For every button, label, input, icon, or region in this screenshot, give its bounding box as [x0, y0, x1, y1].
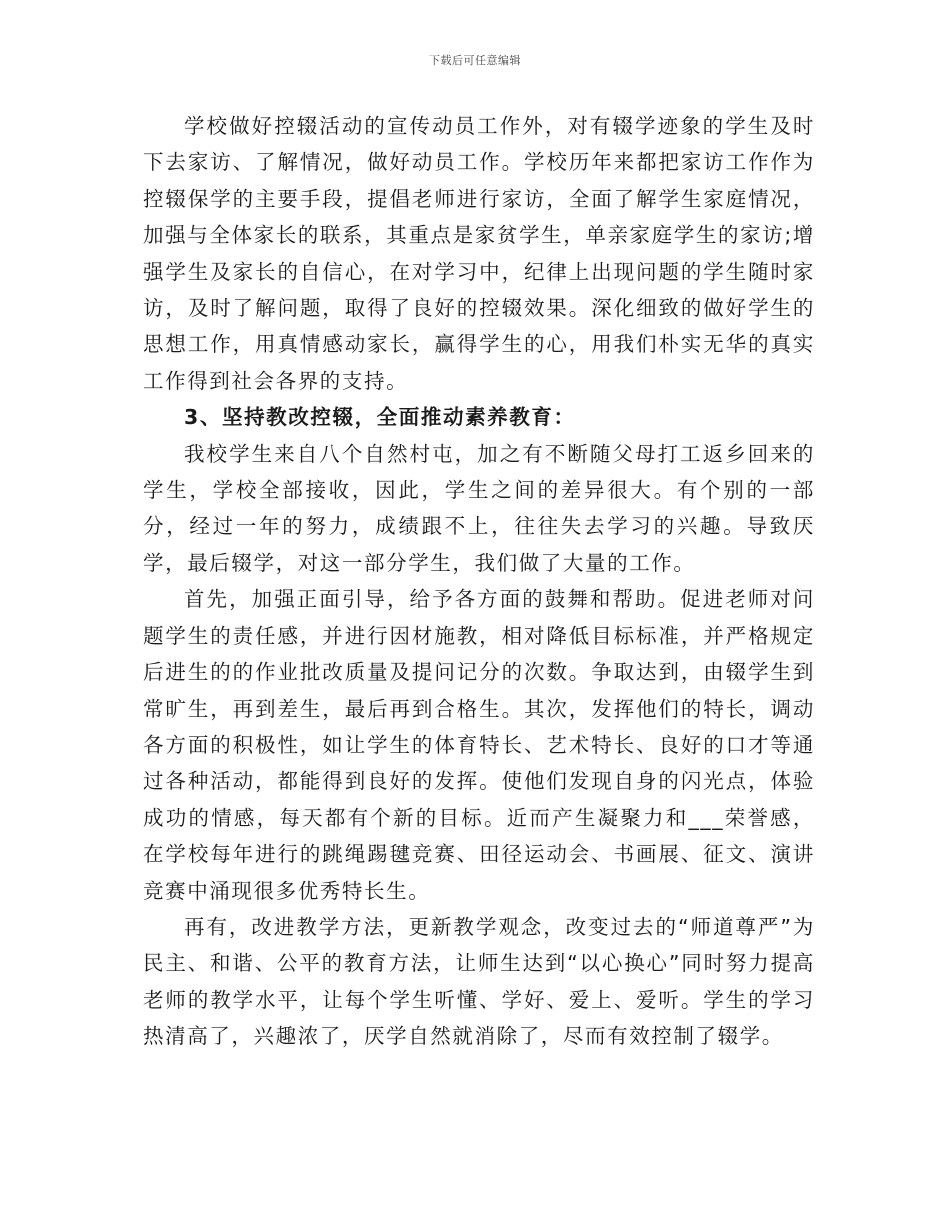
document-body	[143, 108, 815, 1055]
page-header: 下载后可任意编辑	[429, 54, 521, 67]
paragraph-teaching-methods: 再有，改进教学方法，更新教学观念，改变过去的“师道尊严”为民主、和谐、公平的教育方法，让师生达到“以心换心”同时努力提高老师的教学水平，让每个学生听懂、学好、爱上、爱听。学生的学习热清高了，兴趣浓了，厌学自然就消除了，尽而有效控制了辍学。	[143, 914, 815, 1049]
section-heading: 3、坚持教改控辍，全面推动素养教育：	[184, 405, 576, 430]
paragraph-student-background: 我校学生来自八个自然村屯，加之有不断随父母打工返乡回来的学生，学校全部接收，因此，学生之间的差异很大。有个别的一部分，经过一年的努力，成绩跟不上，往往失去学习的兴趣。导致厌学，最后辍学，对这一部分学生，我们做了大量的工作。	[143, 441, 815, 575]
paragraph-home-visits: 学校做好控辍活动的宣传动员工作外，对有辍学迹象的学生及时下去家访、了解情况，做好动员工作。学校历年来都把家访工作作为控辍保学的主要手段，提倡老师进行家访，全面了解学生家庭情况，加强与全体家长的联系，其重点是家贫学生，单亲家庭学生的家访;增强学生及家长的自信心，在对学习中，纪律上出现问题的学生随时家访，及时了解问题，取得了良好的控辍效果。深化细致的做好学生的思想工作，用真情感动家长，赢得学生的心，用我们朴实无华的真实工作得到社会各界的支持。	[143, 114, 815, 393]
paragraph-first-measures: 首先，加强正面引导，给予各方面的鼓舞和帮助。促进老师对问题学生的责任感，并进行因材施教，相对降低目标标准，并严格规定后进生的的作业批改质量及提问记分的次数。争取达到，由辍学生到常旷生，再到差生，最后再到合格生。其次，发挥他们的特长，调动各方面的积极性，如让学生的体育特长、艺术特长、良好的口才等通过各种活动，都能得到良好的发挥。使他们发现自身的闪光点，体验成功的情感，每天都有个新的目标。近而产生凝聚力和___荣誉感，在学校每年进行的跳绳踢毽竞赛、田径运动会、书画展、征文、演讲竞赛中涌现很多优秀特长生。	[143, 587, 815, 903]
